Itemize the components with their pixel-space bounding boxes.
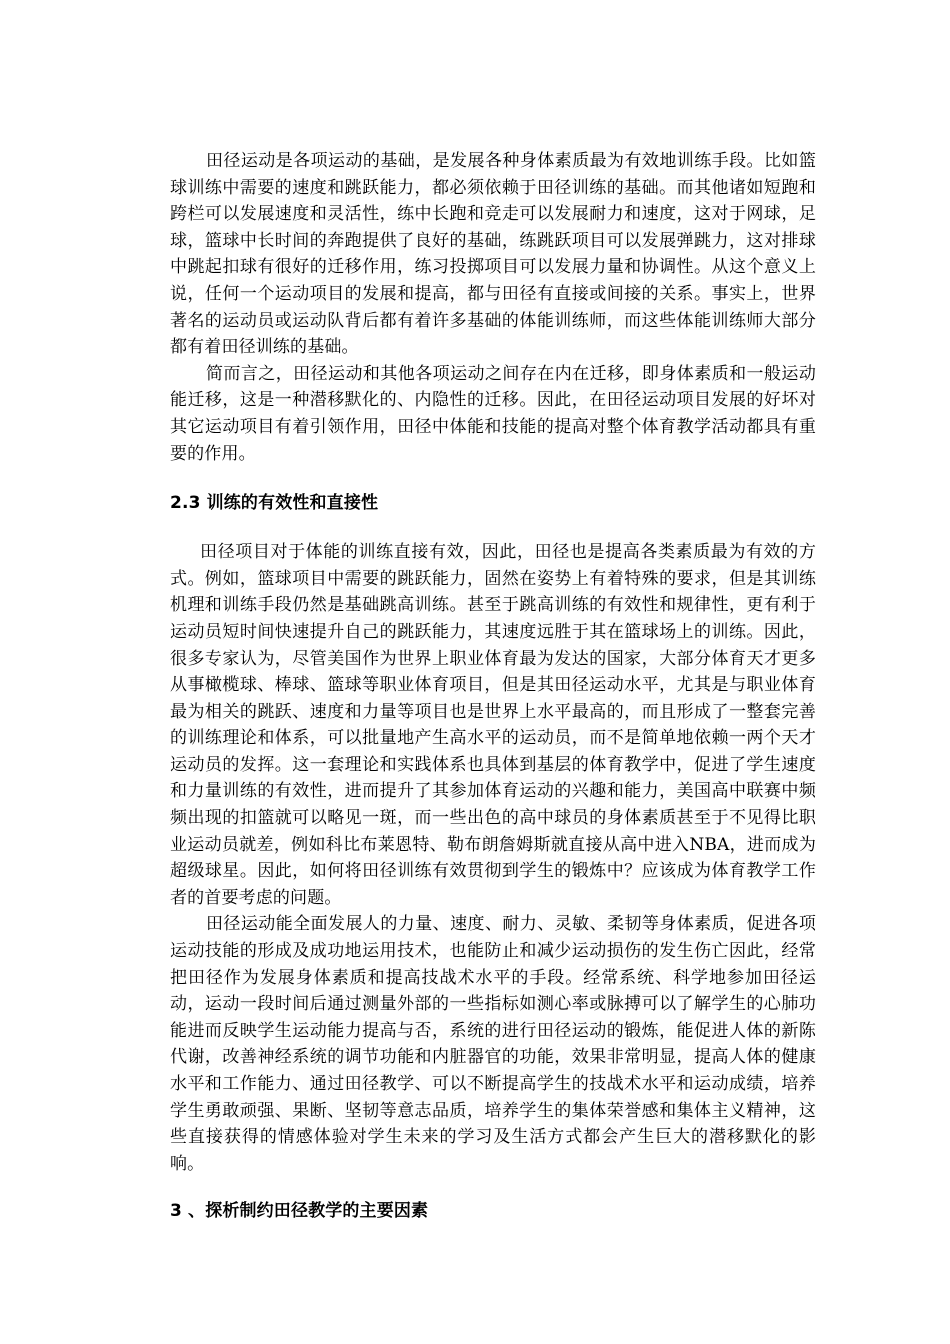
section-heading: 2.3 训练的有效性和直接性 bbox=[170, 493, 379, 514]
paragraph: 田径运动是各项运动的基础，是发展各种身体素质最为有效地训练手段。比如篮球训练中需要的速度和跳跃能力，都必须依赖于田径训练的基础。而其他诸如短跑和跨栏可以发展速度和灵活性，练中长跑和竞走可以发展耐力和速度，这对于网球，足球，篮球中长时间的奔跑提供了良好的基础，练跳跃项目可以发展弹跳力，这对排球中跳起扣球有很好的迁移作用，练习投掷项目可以发展力量和协调性。从这个意义上说，任何一个运动项目的发展和提高，都与田径有直接或间接的关系。事实上，世界著名的运动员或运动队背后都有着许多基础的体能训练师，而这些体能训练师大部分都有着田径训练的基础。 bbox=[170, 151, 816, 358]
paragraph: 田径运动能全面发展人的力量、速度、耐力、灵敏、柔韧等身体素质，促进各项运动技能的形成及成功地运用技术，也能防止和减少运动损伤的发生伤亡因此，经常把田径作为发展身体素质和提高技战术水平的手段。经常系统、科学地参加田径运动，运动一段时间后通过测量外部的一些指标如测心率或脉搏可以了解学生的心肺功能进而反映学生运动能力提高与否，系统的进行田径运动的锻炼，能促进人体的新陈代谢，改善神经系统的调节功能和内脏器官的功能，效果非常明显，提高人体的健康水平和工作能力、通过田径教学、可以不断提高学生的技战术水平和运动成绩，培养学生勇敢顽强、果断、坚韧等意志品质，培养学生的集体荣誉感和集体主义精神，这些直接获得的情感体验对学生未来的学习及生活方式都会产生巨大的潜移默化的影响。 bbox=[170, 914, 816, 1174]
paragraph: 简而言之，田径运动和其他各项运动之间存在内在迁移，即身体素质和一般运动能迁移，这是一种潜移默化的、内隐性的迁移。因此，在田径运动项目发展的好坏对其它运动项目有着引领作用，田径中体能和技能的提高对整个体育教学活动都具有重要的作用。 bbox=[170, 363, 816, 464]
paragraph: 田径项目对于体能的训练直接有效，因此，田径也是提高各类素质最为有效的方式。例如，篮球项目中需要的跳跃能力，固然在姿势上有着特殊的要求，但是其训练机理和训练手段仍然是基础跳高训练。甚至于跳高训练的有效性和规律性，更有利于运动员短时间快速提升自己的跳跃能力，其速度远胜于其在篮球场上的训练。因此，很多专家认为，尽管美国作为世界上职业体育最为发达的国家，大部分体育天才更多从事橄榄球、棒球、篮球等职业体育项目，但是其田径运动水平，尤其是与职业体育最为相关的跳跃、速度和力量等项目也是世界上水平最高的，而且形成了一整套完善的训练理论和体系，可以批量地产生高水平的运动员，而不是简单地依赖一两个天才运动员的发挥。这一套理论和实践体系也具体到基层的体育教学中，促进了学生速度和力量训练的有效性，进而提升了其参加体育运动的兴趣和能力，美国高中联赛中频频出现的扣篮就可以略见一斑，而一些出色的高中球员的身体素质甚至于不见得比职业运动员就差，例如科比布莱恩特、勒布朗詹姆斯就直接从高中进入NBA，进而成为超级球星。因此，如何将田径训练有效贯彻到学生的锻炼中？应该成为体育教学工作者的首要考虑的问题。 bbox=[170, 542, 816, 908]
section-heading: 3 、探析制约田径教学的主要因素 bbox=[170, 1201, 429, 1222]
document-page bbox=[170, 148, 816, 1224]
